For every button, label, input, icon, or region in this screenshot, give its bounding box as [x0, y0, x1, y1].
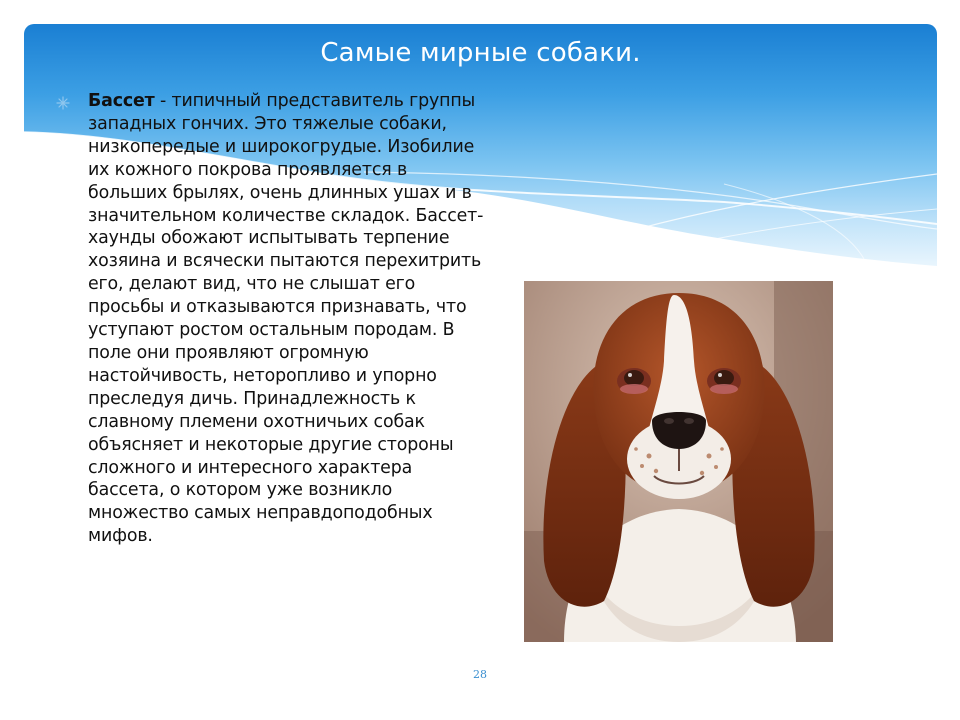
- page-number: 28: [473, 668, 487, 681]
- basset-hound-illustration: [524, 281, 833, 642]
- term-label: Бассет: [88, 91, 155, 111]
- body-paragraph: [88, 90, 488, 548]
- star-bullet-icon: [56, 96, 70, 110]
- term-description: - типичный представитель группы западных гончих. Это тяжелые собаки, низкопередые и широкогрудые. Изобилие их кожного покрова проявляется в больших брылях, очень длинных ушах и в значительном количестве складок. Бассет-хаунды обожают испытывать терпение хозяина и всячески пытаются перехитрить его, делают вид, что не слышат его просьбы и отказываются признавать, что уступают ростом остальным породам. В поле они проявляют огромную настойчивость, неторопливо и упорно преследуя дичь. Принадлежность к славному племени охотничьих собак объясняет и некоторые другие стороны сложного и интересного характера бассета, о котором уже возникло множество самых неправдоподобных мифов.: [88, 91, 484, 547]
- slide-title: Самые мирные собаки.: [320, 38, 641, 68]
- basset-hound-photo: [524, 281, 833, 642]
